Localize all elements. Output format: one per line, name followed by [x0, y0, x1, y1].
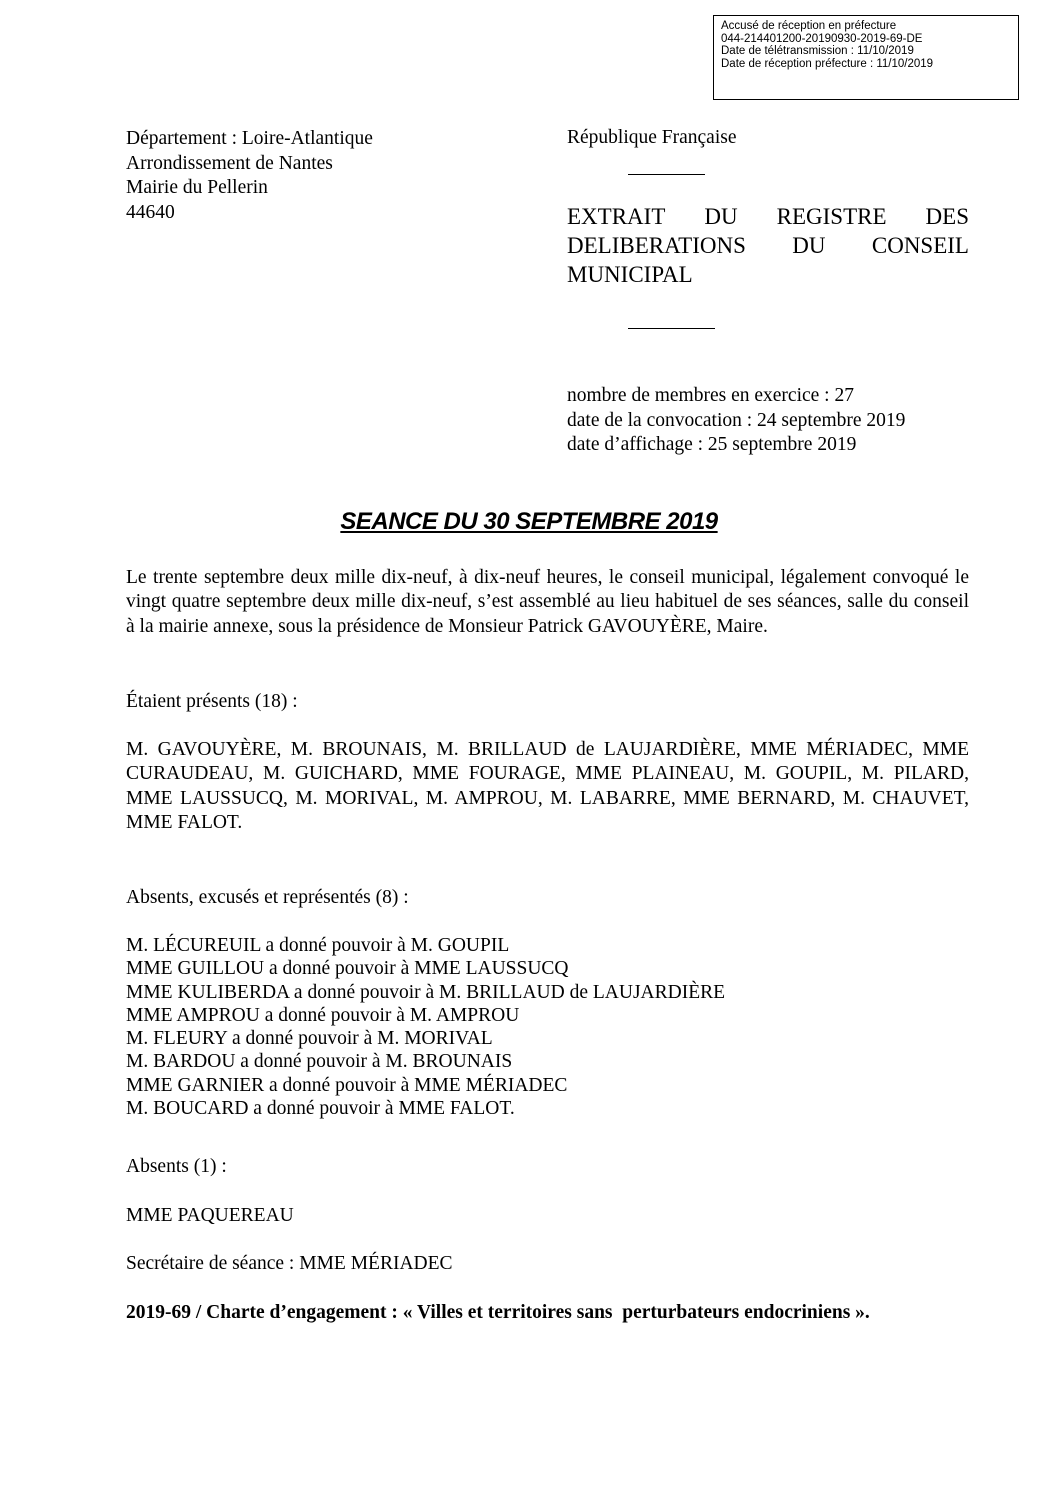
title-word: DU — [792, 233, 826, 258]
republic-label: République Française — [567, 127, 737, 148]
absent-heading: Absents (1) : — [126, 1156, 227, 1177]
title-word: DELIBERATIONS — [567, 233, 746, 258]
title-line — [567, 231, 969, 260]
title-line — [567, 260, 969, 289]
posting-date: date d’affichage : 25 septembre 2019 — [567, 434, 857, 455]
list-item: MME GARNIER a donné pouvoir à MME MÉRIADEC — [126, 1074, 568, 1096]
list-item: M. BARDOU a donné pouvoir à M. BROUNAIS — [126, 1051, 513, 1073]
session-secretary: Secrétaire de séance : MME MÉRIADEC — [126, 1253, 453, 1274]
intro-paragraph: Le trente septembre deux mille dix-neuf, à dix-neuf heures, le conseil municipal, légalement convoqué le vingt quatre septembre deux mille dix-neuf, s’est assemblé au lieu habituel de ses séances, salle du conseil à la mairie annexe, sous la présidence de Monsieur Patrick GAVOUYÈRE, Maire. — [126, 567, 969, 637]
prefecture-receipt-stamp — [713, 15, 1019, 100]
absent-list: MME PAQUEREAU — [126, 1205, 294, 1226]
postcode: 44640 — [126, 201, 175, 223]
list-item: MME GUILLOU a donné pouvoir à MME LAUSSUCQ — [126, 958, 569, 980]
title-word: DES — [925, 204, 969, 229]
convocation-date: date de la convocation : 24 septembre 2019 — [567, 409, 906, 431]
list-item: M. LÉCUREUIL a donné pouvoir à M. GOUPIL — [126, 935, 510, 956]
arrondissement: Arrondissement de Nantes — [126, 152, 333, 174]
title-word: REGISTRE — [776, 204, 887, 229]
session-meta — [567, 384, 905, 458]
stamp-line: 044-214401200-20190930-2019-69-DE — [721, 32, 923, 45]
session-title: SEANCE DU 30 SEPTEMBRE 2019 — [340, 508, 718, 535]
stamp-line: Date de télétransmission : 11/10/2019 — [721, 45, 914, 58]
represented-heading: Absents, excusés et représentés (8) : — [126, 887, 409, 908]
title-word: EXTRAIT — [567, 204, 666, 229]
represented-list — [126, 934, 969, 1120]
deliberation-title: 2019-69 / Charte d’engagement : « Villes et territoires sans perturbateurs endocriniens ». — [126, 1302, 870, 1323]
present-members-list: M. GAVOUYÈRE, M. BROUNAIS, M. BRILLAUD de LAUJARDIÈRE, MME MÉRIADEC, MME CURAUDEAU, M. GUICHARD, MME FOURAGE, MME PLAINEAU, M. GOUPIL, M. PILARD, MME LAUSSUCQ, M. MORIVAL, M. AMPROU, M. LABARRE, MME BERNARD, M. CHAUVET, MME FALOT. — [126, 739, 969, 833]
list-item: MME AMPROU a donné pouvoir à M. AMPROU — [126, 1004, 520, 1026]
stamp-line: Date de réception préfecture : 11/10/2019 — [721, 57, 934, 70]
title-word: DU — [704, 204, 738, 229]
mairie: Mairie du Pellerin — [126, 177, 268, 198]
department: Département : Loire-Atlantique — [126, 128, 373, 149]
title-word: MUNICIPAL — [567, 262, 693, 287]
register-extract-title — [567, 202, 969, 289]
list-item: M. BOUCARD a donné pouvoir à MME FALOT. — [126, 1098, 515, 1120]
title-line — [567, 202, 969, 231]
divider-rule — [628, 328, 715, 329]
list-item: MME KULIBERDA a donné pouvoir à M. BRILLAUD de LAUJARDIÈRE — [126, 981, 726, 1003]
present-heading: Étaient présents (18) : — [126, 691, 298, 712]
members-count: nombre de membres en exercice : 27 — [567, 385, 854, 406]
title-word: CONSEIL — [871, 233, 969, 258]
stamp-line: Accusé de réception en préfecture — [721, 20, 897, 32]
municipality-header — [126, 127, 373, 225]
list-item: M. FLEURY a donné pouvoir à M. MORIVAL — [126, 1028, 493, 1050]
divider-rule — [628, 174, 705, 175]
